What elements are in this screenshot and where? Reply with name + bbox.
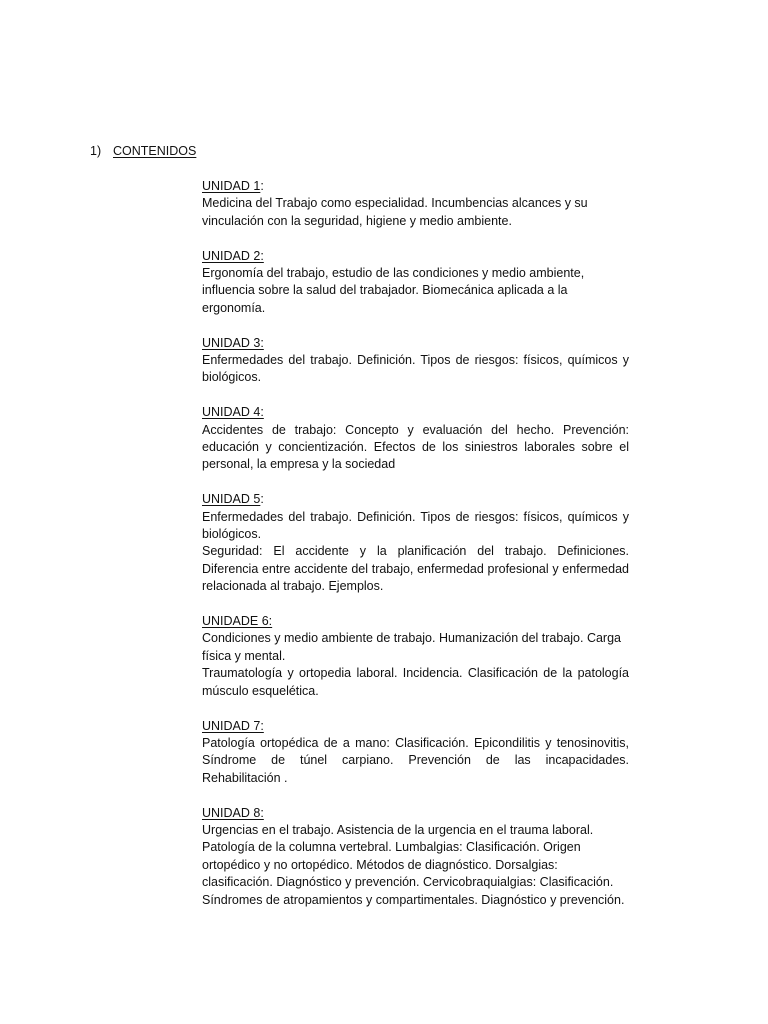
unit-block (202, 613, 629, 700)
section-number: 1) (90, 144, 102, 158)
unit-label-suffix: : (260, 492, 264, 507)
unit-title (202, 404, 264, 421)
section-title: CONTENIDOS (113, 144, 197, 158)
unit-label: UNIDAD 3: (202, 335, 264, 350)
unit-block (202, 404, 629, 474)
unit-block (202, 178, 629, 230)
unit-paragraph: Enfermedades del trabajo. Definición. Tipos de riesgos: físicos, químicos y biológicos. (202, 353, 629, 385)
unit-title (202, 491, 264, 508)
unit-block (202, 335, 629, 387)
unit-block (202, 491, 629, 595)
unit-paragraph: Enfermedades del trabajo. Definición. Tipos de riesgos: físicos, químicos y biológicos. (202, 509, 629, 542)
unit-label-suffix: : (260, 179, 264, 193)
unit-paragraph: Medicina del Trabajo como especialidad. Incumbencias alcances y su vinculación con la seguridad, higiene y medio ambiente. (202, 196, 588, 228)
unit-title (202, 335, 264, 352)
unit-label: UNIDAD 8: (202, 805, 264, 820)
units-list (202, 178, 629, 926)
unit-label: UNIDAD 2: (202, 248, 264, 263)
unit-block (202, 718, 629, 788)
unit-title (202, 178, 264, 195)
unit-label: UNIDADE 6: (202, 614, 273, 629)
unit-label: UNIDAD 1 (202, 179, 261, 193)
unit-block (202, 248, 629, 318)
unit-title (202, 718, 264, 735)
unit-paragraph: Seguridad: El accidente y la planificación del trabajo. Definiciones. Diferencia entre accidente del trabajo, enfermedad profesional y enfermedad relacionada al trabajo. Ejemplos. (202, 544, 629, 594)
section-heading (90, 143, 196, 160)
unit-title (202, 613, 272, 630)
unit-title (202, 248, 264, 265)
unit-block (202, 805, 629, 909)
unit-label: UNIDAD 7: (202, 718, 264, 733)
unit-paragraph: Patología ortopédica de a mano: Clasificación. Epicondilitis y tenosinovitis, Síndrome de túnel carpiano. Prevención de las incapacidades. Rehabilitación . (202, 735, 629, 785)
unit-paragraph: Condiciones y medio ambiente de trabajo. Humanización del trabajo. Carga física y mental. (202, 631, 621, 663)
unit-label: UNIDAD 4: (202, 405, 264, 420)
unit-title (202, 805, 264, 822)
unit-paragraph: Traumatología y ortopedia laboral. Incidencia. Clasificación de la patología músculo esquelética. (202, 666, 629, 698)
unit-paragraph: Urgencias en el trabajo. Asistencia de la urgencia en el trauma laboral. Patología de la columna vertebral. Lumbalgias: Clasificación. Origen ortopédico y no ortopédico. Métodos de diagnóstico. Dorsalgias: clasificación. Diagnóstico y prevención. Cervicobraquialgias: Clasificación. Síndromes de atropamientos y compartimentales. Diagnóstico y prevención. (202, 822, 625, 907)
unit-paragraph: Ergonomía del trabajo, estudio de las condiciones y medio ambiente, influencia sobre la salud del trabajador. Biomecánica aplicada a la ergonomía. (202, 266, 585, 315)
unit-paragraph: Accidentes de trabajo: Concepto y evaluación del hecho. Prevención: educación y concientización. Efectos de los siniestros laborales sobre el personal, la empresa y la sociedad (202, 422, 629, 472)
unit-label: UNIDAD 5 (202, 492, 261, 507)
